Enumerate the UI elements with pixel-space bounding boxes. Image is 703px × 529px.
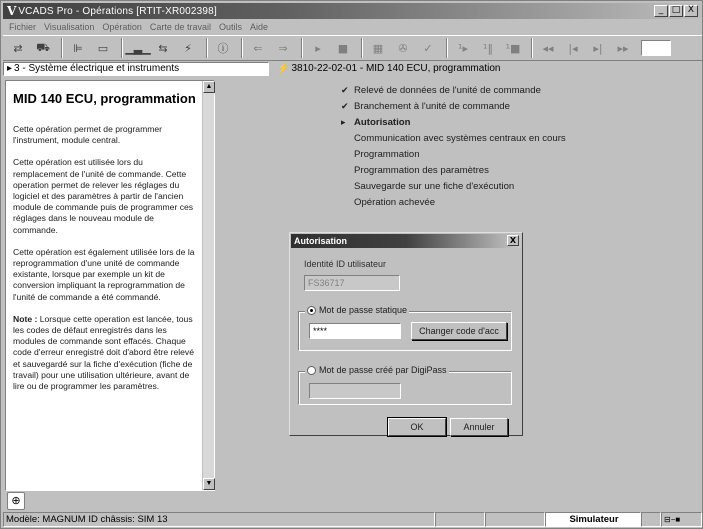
connect-icon[interactable]: ⇄ <box>13 41 23 55</box>
grid-icon[interactable]: ▦ <box>372 41 384 55</box>
ok-button[interactable]: OK <box>388 418 446 436</box>
vehicle-info: Modèle: MAGNUM ID châssis: SIM 13 <box>3 512 435 527</box>
menu-operation[interactable]: Opération <box>102 22 142 32</box>
toolbar <box>3 35 702 61</box>
toolbar-separator <box>241 38 243 58</box>
digipass-option[interactable] <box>305 365 449 375</box>
gear-icon[interactable]: ✇ <box>398 41 408 55</box>
toolbar-separator <box>206 38 208 58</box>
stop-icon[interactable]: ■ <box>337 41 349 55</box>
step-item: Programmation des paramètres <box>354 165 489 176</box>
user-id-field: FS36717 <box>304 275 400 291</box>
arrow-right-icon: ▸ <box>341 118 346 128</box>
step-item-active: ▸ Autorisation <box>341 117 411 128</box>
menu-carte-de-travail[interactable]: Carte de travail <box>149 22 211 32</box>
check-icon[interactable]: ✓ <box>423 41 433 55</box>
digipass-label: Mot de passe créé par DigiPass <box>319 365 447 375</box>
change-code-button[interactable]: Changer code d'acc <box>411 322 507 340</box>
status-bar <box>3 512 702 527</box>
note-text: Lorsque cette operation est lancée, tous les codes de défaut enregistrés dans les modules de commande sont effacés. Chaque code d'erreur enregistré doit d'abord être relevé et sauvegardé sur la fiche d'exécution (fiche de travail) pour une utilisation ultérieure, avant de lire ou de programmer les paramètres. <box>13 313 194 392</box>
description-paragraph: Cette opération est utilisée lors du remplacement de l'unité de commande. Cette operation permet de relever les réglages du logiciel et des paramètres à partir de l'ancien module de commande puis de programmer ces réglages dans le nouveau module de commande. <box>13 157 194 235</box>
operation-path-text: 3810-22-02-01 - MID 140 ECU, programmation <box>291 63 501 74</box>
tree-icon[interactable]: ⊫ <box>73 41 83 55</box>
dialog-title-bar[interactable] <box>291 234 521 248</box>
transfer-icon[interactable]: ⇆ <box>158 41 168 55</box>
lightning-icon: ⚡ <box>277 63 290 74</box>
window-controls <box>654 5 698 17</box>
bar-chart-icon[interactable]: ▁▃▁ <box>125 41 151 55</box>
toolbar-separator <box>361 38 363 58</box>
arrow-left-icon[interactable]: ⇐ <box>253 41 263 55</box>
step-1-icon[interactable]: ¹▸ <box>458 41 468 55</box>
step-item: Sauvegarde sur une fiche d'exécution <box>354 181 515 192</box>
static-password-input[interactable]: **** <box>309 323 401 339</box>
status-cell <box>435 512 485 527</box>
digipass-input[interactable] <box>309 383 401 399</box>
static-password-label: Mot de passe statique <box>319 305 408 315</box>
step-item: ✔ Relevé de données de l'unité de commande <box>341 85 541 96</box>
fast-forward-icon[interactable]: ▸▸ <box>617 41 629 55</box>
category-path-text: 3 - Système électrique et instruments <box>14 63 180 74</box>
step-stop-icon[interactable]: ¹■ <box>505 41 521 55</box>
cancel-button[interactable]: Annuler <box>450 418 508 436</box>
toolbar-separator <box>121 38 123 58</box>
status-cell <box>641 512 661 527</box>
wrench-icon[interactable]: ⚡ <box>184 41 192 55</box>
description-content <box>6 81 202 490</box>
scroll-up-button[interactable]: ▲ <box>203 81 215 93</box>
step-pause-icon[interactable]: ¹‖ <box>483 41 493 55</box>
note-label: Note : <box>13 313 38 324</box>
digipass-radio[interactable] <box>307 366 316 375</box>
step-item: Communication avec systèmes centraux en cours <box>354 133 566 144</box>
check-icon: ✔ <box>341 102 349 112</box>
first-icon[interactable]: |◂ <box>568 41 578 55</box>
toolbar-separator <box>446 38 448 58</box>
card-icon[interactable]: ▭ <box>97 41 109 55</box>
operation-path <box>269 62 702 76</box>
title-bar[interactable] <box>3 3 702 19</box>
arrow-right-icon[interactable]: ⇒ <box>278 41 288 55</box>
dialog-close-button[interactable]: X <box>507 235 519 246</box>
category-path[interactable] <box>3 62 269 76</box>
operation-steps <box>341 83 661 211</box>
simulator-badge: Simulateur <box>545 512 641 527</box>
last-icon[interactable]: ▸| <box>593 41 603 55</box>
menu-aide[interactable]: Aide <box>249 22 268 32</box>
user-id-label: Identité ID utilisateur <box>304 259 387 269</box>
static-password-radio[interactable] <box>307 306 316 315</box>
toolbar-separator <box>531 38 533 58</box>
rewind-icon[interactable]: ◂◂ <box>542 41 554 55</box>
menu-outils[interactable]: Outils <box>218 22 242 32</box>
static-password-option[interactable] <box>305 305 409 315</box>
step-item: Opération achevée <box>354 197 436 208</box>
step-item: Programmation <box>354 149 420 160</box>
description-paragraph: Cette opération est également utilisée lors de la reprogrammation d'une unité de commande existante, lorsque par exemple un kit de conversion impliquant la reprogrammation de l'unité de commande a été commandé. <box>13 246 195 302</box>
close-button[interactable]: X <box>684 5 698 17</box>
menu-fichier[interactable]: Fichier <box>9 22 37 32</box>
note-paragraph <box>13 314 196 392</box>
digipass-group <box>298 365 512 405</box>
description-paragraph: Cette opération permet de programmer l'instrument, module central. <box>13 124 163 146</box>
info-icon[interactable]: ⓘ <box>217 42 229 55</box>
progress-box <box>641 40 671 56</box>
play-icon[interactable]: ▸ <box>315 41 321 55</box>
zoom-icon[interactable]: ⊕ <box>7 492 25 510</box>
description-scrollbar[interactable] <box>202 81 214 490</box>
minimize-button[interactable]: _ <box>654 5 668 17</box>
menu-bar <box>3 20 702 34</box>
status-cell <box>485 512 545 527</box>
authorization-dialog <box>289 232 523 436</box>
operation-title: MID 140 ECU, programmation <box>13 91 196 106</box>
static-password-group <box>298 305 512 351</box>
connection-icon: ⊟−■ <box>661 512 702 527</box>
toolbar-separator <box>61 38 63 58</box>
path-row <box>3 62 702 76</box>
menu-visualisation[interactable]: Visualisation <box>44 22 95 32</box>
toolbar-separator <box>301 38 303 58</box>
step-item: ✔ Branchement à l'unité de commande <box>341 101 510 112</box>
maximize-button[interactable]: □ <box>669 5 683 17</box>
check-icon: ✔ <box>341 86 349 96</box>
app-logo: V <box>7 4 17 18</box>
vehicle-icon[interactable]: ⛟ <box>36 40 50 54</box>
dialog-title: Autorisation <box>294 236 347 246</box>
description-panel <box>5 80 215 491</box>
scroll-down-button[interactable]: ▼ <box>203 478 215 490</box>
window-title: VCADS Pro - Opérations [RTIT-XR002398] <box>18 5 217 17</box>
category-icon: ▸ <box>7 63 13 74</box>
